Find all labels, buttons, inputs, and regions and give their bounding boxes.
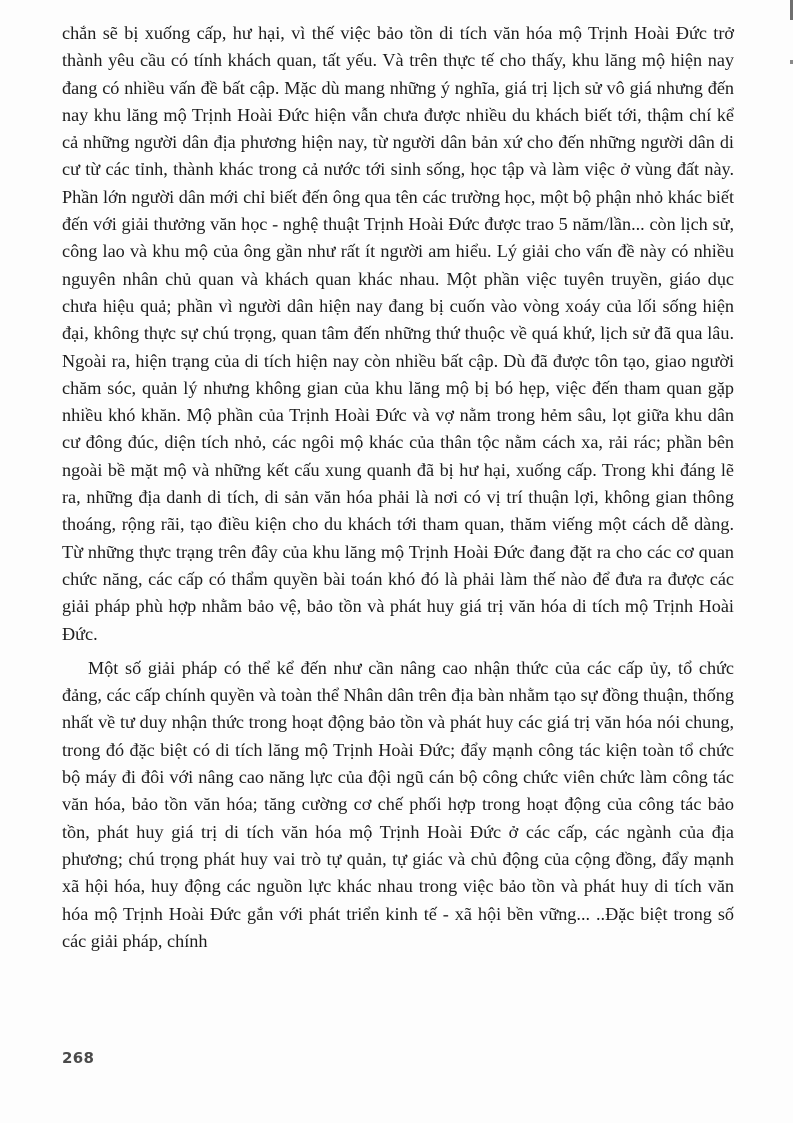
body-text [62, 20, 734, 955]
paragraph-solutions: Một số giải pháp có thể kể đến như cần nâng cao nhận thức của các cấp ủy, tổ chức đảng, các cấp chính quyền và toàn thể Nhân dân trên địa bàn nhằm tạo sự đồng thuận, thống nhất về tư duy nhận thức trong hoạt động bảo tồn và phát huy các giá trị văn hóa nói chung, trong đó đặc biệt có di tích lăng mộ Trịnh Hoài Đức; đẩy mạnh công tác kiện toàn tổ chức bộ máy đi đôi với nâng cao năng lực của đội ngũ cán bộ công chức viên chức làm công tác văn hóa, bảo tồn văn hóa; tăng cường cơ chế phối hợp trong hoạt động của công tác bảo tồn, phát huy giá trị di tích văn hóa mộ Trịnh Hoài Đức ở các cấp, các ngành của địa phương; chú trọng phát huy vai trò tự quản, tự giác và chủ động của cộng đồng, đẩy mạnh xã hội hóa, huy động các nguồn lực khác nhau trong việc bảo tồn và phát huy di tích văn hóa mộ Trịnh Hoài Đức gắn với phát triển kinh tế - xã hội bền vững... ..Đặc biệt trong số các giải pháp, chính [62, 657, 734, 951]
paragraph-continuation: chắn sẽ bị xuống cấp, hư hại, vì thế việc bảo tồn di tích văn hóa mộ Trịnh Hoài Đức trở thành yêu cầu có tính khách quan, tất yếu. Và trên thực tế cho thấy, khu lăng mộ hiện nay đang có nhiều vấn đề bất cập. Mặc dù mang những ý nghĩa, giá trị lịch sử vô giá nhưng đến nay khu lăng mộ Trịnh Hoài Đức hiện vẫn chưa được nhiều du khách biết tới, thậm chí kể cả những người dân địa phương hiện nay, từ người dân bản xứ cho đến những người dân di cư từ các tỉnh, thành khác trong cả nước tới sinh sống, học tập và làm việc ở vùng đất này. Phần lớn người dân mới chỉ biết đến ông qua tên các trường học, một bộ phận nhỏ khác biết đến với giải thưởng văn học - nghệ thuật Trịnh Hoài Đức được trao 5 năm/lần... còn lịch sử, công lao và khu mộ của ông gần như rất ít người am hiểu. Lý giải cho vấn đề này có nhiều nguyên nhân chủ quan và khách quan khác nhau. Một phần việc tuyên truyền, giáo dục chưa hiệu quả; phần vì người dân hiện nay đang bị cuốn vào vòng xoáy của lối sống hiện đại, không thực sự chú trọng, quan tâm đến những thứ thuộc về quá khứ, lịch sử đã qua lâu. Ngoài ra, hiện trạng của di tích hiện nay còn nhiều bất cập. Dù đã được tôn tạo, giao người chăm sóc, quản lý nhưng không gian của khu lăng mộ bị bó hẹp, việc đến tham quan gặp nhiều khó khăn. Mộ phần của Trịnh Hoài Đức và vợ nằm trong hẻm sâu, lọt giữa khu dân cư đông đúc, diện tích nhỏ, các ngôi mộ khác của thân tộc nằm cách xa, rải rác; phần bên ngoài bề mặt mộ và những kết cấu xung quanh đã bị hư hại, xuống cấp. Trong khi đáng lẽ ra, những địa danh di tích, di sản văn hóa phải là nơi có vị trí thuận lợi, không gian thông thoáng, rộng rãi, tạo điều kiện cho du khách tới tham quan, thăm viếng một cách dễ dàng. Từ những thực trạng trên đây của khu lăng mộ Trịnh Hoài Đức đang đặt ra cho các cơ quan chức năng, các cấp có thẩm quyền bài toán khó đó là phải làm thế nào để đưa ra được các giải pháp phù hợp nhằm bảo vệ, bảo tồn và phát huy giá trị văn hóa di tích mộ Trịnh Hoài Đức. [62, 23, 734, 644]
page-number: 268 [62, 1049, 95, 1067]
